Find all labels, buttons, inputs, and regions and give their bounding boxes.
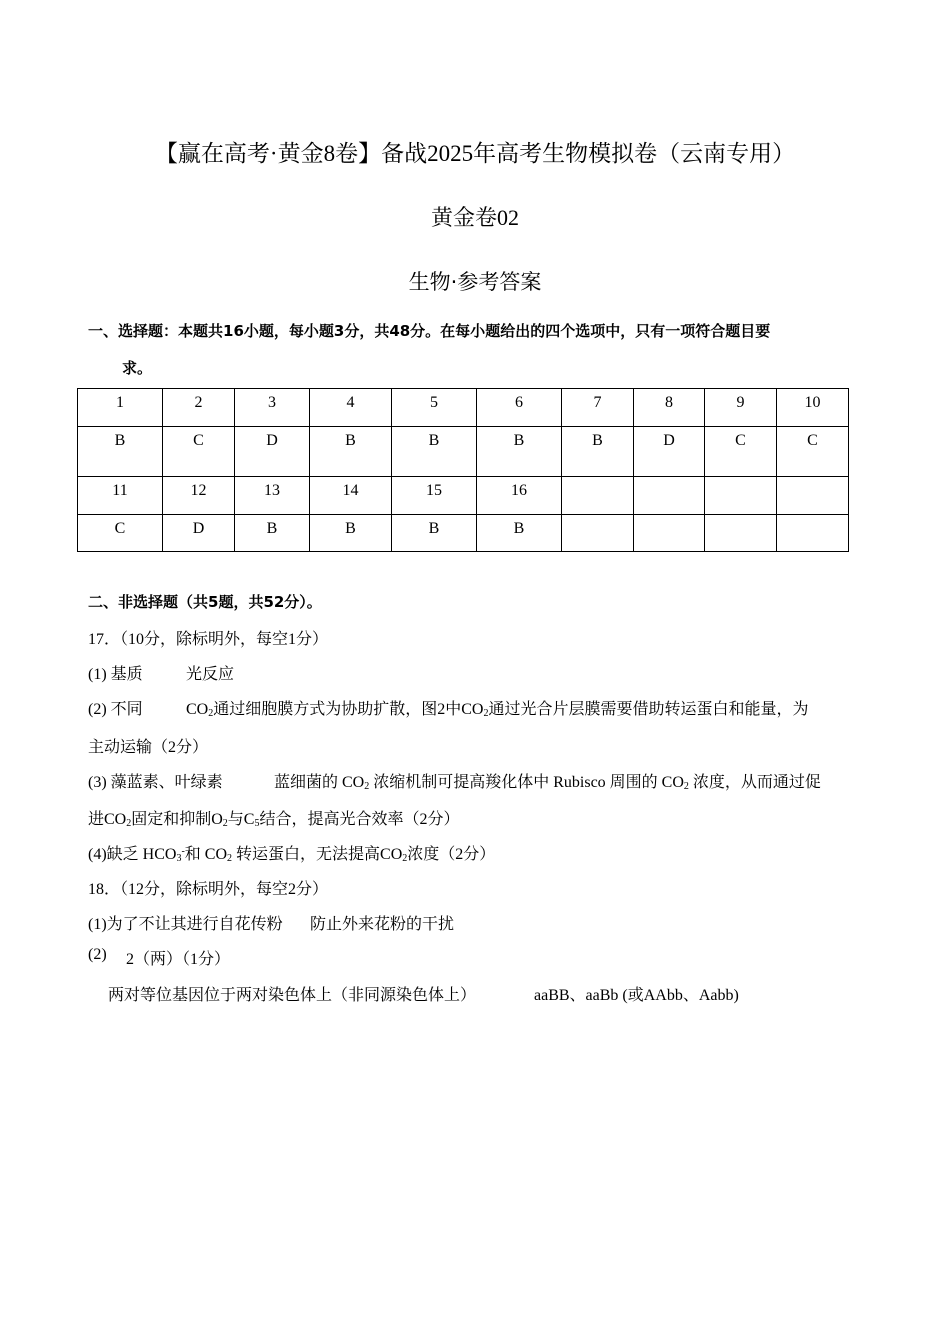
subscript: 2	[683, 781, 689, 792]
text-segment: 浓度（2分）	[407, 846, 496, 863]
table-cell: 16	[477, 477, 562, 515]
subscript: 2	[483, 708, 489, 719]
q17-part4-answer	[88, 841, 495, 864]
subscript: 2	[402, 853, 408, 864]
q18-part2-answer-c: aaBB、aaBb (或AAbb、Aabb)	[534, 987, 739, 1004]
table-cell	[562, 515, 634, 552]
text-segment: 转运蛋白，无法提高CO	[232, 846, 403, 863]
subscript: 2	[126, 818, 132, 829]
table-cell: 11	[78, 477, 163, 515]
subscript: 2	[222, 818, 228, 829]
table-cell: B	[477, 427, 562, 477]
table-cell: 15	[392, 477, 477, 515]
table-cell: 5	[392, 389, 477, 427]
text-segment: (4)缺乏 HCO	[88, 846, 177, 863]
q17-part3-answer	[274, 769, 821, 792]
answer-table	[77, 388, 849, 552]
section1-heading-cont: 求。	[122, 359, 153, 377]
table-cell	[777, 515, 849, 552]
table-cell: B	[562, 427, 634, 477]
q17-part2-continued: 主动运输（2分）	[88, 739, 209, 756]
table-cell: B	[310, 427, 392, 477]
q18-header: 18．（12分，除标明外，每空2分）	[88, 881, 329, 898]
q18-part2-answer-b: 两对等位基因位于两对染色体上（非同源染色体上）	[108, 987, 477, 1004]
q18-part1-answer-a: (1)为了不让其进行自花传粉	[88, 916, 283, 933]
table-row-numbers-2	[78, 477, 849, 515]
table-cell	[705, 477, 777, 515]
subscript: 5	[254, 818, 260, 829]
table-cell: 6	[477, 389, 562, 427]
q17-header: 17．（10分，除标明外，每空1分）	[88, 631, 329, 648]
table-cell: C	[78, 515, 163, 552]
table-cell: 13	[235, 477, 310, 515]
table-cell: B	[477, 515, 562, 552]
table-cell: B	[310, 515, 392, 552]
page-subtitle-answer-key: 生物·参考答案	[408, 270, 542, 294]
table-cell: C	[163, 427, 235, 477]
text-segment: 浓度，从而通过促	[688, 774, 821, 791]
table-row-answers-1	[78, 427, 849, 477]
section2-heading: 二、非选择题（共5题，共52分）。	[88, 593, 322, 611]
table-cell: 9	[705, 389, 777, 427]
subscript: 3	[176, 853, 182, 864]
subscript: 2	[364, 781, 370, 792]
table-cell: C	[705, 427, 777, 477]
table-cell: 8	[634, 389, 705, 427]
table-row-answers-2	[78, 515, 849, 552]
table-cell: C	[777, 427, 849, 477]
table-cell: 1	[78, 389, 163, 427]
table-cell	[562, 477, 634, 515]
table-cell	[777, 477, 849, 515]
table-cell: 10	[777, 389, 849, 427]
table-cell: 7	[562, 389, 634, 427]
text-segment: 固定和抑制O	[131, 811, 223, 828]
superscript: -	[181, 846, 185, 857]
text-segment: 蓝细菌的 CO	[274, 774, 365, 791]
q17-part1-answer: 光反应	[186, 666, 235, 683]
table-cell: D	[634, 427, 705, 477]
text-segment: CO	[186, 701, 209, 718]
table-cell	[705, 515, 777, 552]
q17-part2-label: (2) 不同	[88, 701, 143, 718]
table-cell: D	[163, 515, 235, 552]
q17-part3-continued	[88, 806, 460, 829]
q17-part3-label: (3) 藻蓝素、叶绿素	[88, 774, 223, 791]
table-cell: B	[392, 515, 477, 552]
q18-part1-answer-b: 防止外来花粉的干扰	[310, 916, 455, 933]
text-segment: 进CO	[88, 811, 127, 828]
q18-part2-label: (2)	[88, 946, 107, 963]
table-cell: B	[78, 427, 163, 477]
text-segment: 和 CO	[184, 846, 228, 863]
table-cell: D	[235, 427, 310, 477]
table-cell: 4	[310, 389, 392, 427]
text-segment: 与C	[227, 811, 255, 828]
text-segment: 浓缩机制可提高羧化体中 Rubisco 周围的 CO	[369, 774, 684, 791]
table-cell: B	[392, 427, 477, 477]
text-segment: 结合，提高光合效率（2分）	[259, 811, 460, 828]
table-cell: 14	[310, 477, 392, 515]
table-row-numbers-1	[78, 389, 849, 427]
table-cell: 12	[163, 477, 235, 515]
table-cell	[634, 477, 705, 515]
text-segment: 通过细胞膜方式为协助扩散，图2中CO	[213, 701, 484, 718]
text-segment: 通过光合片层膜需要借助转运蛋白和能量，为	[488, 701, 809, 718]
subscript: 2	[227, 853, 233, 864]
table-cell: 3	[235, 389, 310, 427]
q18-part2-answer-a: 2（两）（1分）	[126, 951, 231, 968]
table-cell	[634, 515, 705, 552]
table-cell: B	[235, 515, 310, 552]
q17-part1-label: (1) 基质	[88, 666, 143, 683]
subscript: 2	[208, 708, 214, 719]
table-cell: 2	[163, 389, 235, 427]
q17-part2-answer	[186, 696, 808, 719]
page-title: 【赢在高考·黄金8卷】备战2025年高考生物模拟卷（云南专用）	[154, 141, 796, 166]
page-subtitle: 黄金卷02	[430, 205, 519, 230]
section1-heading: 一、选择题：本题共16小题，每小题3分，共48分。在每小题给出的四个选项中，只有一项符合题目要	[88, 322, 771, 340]
